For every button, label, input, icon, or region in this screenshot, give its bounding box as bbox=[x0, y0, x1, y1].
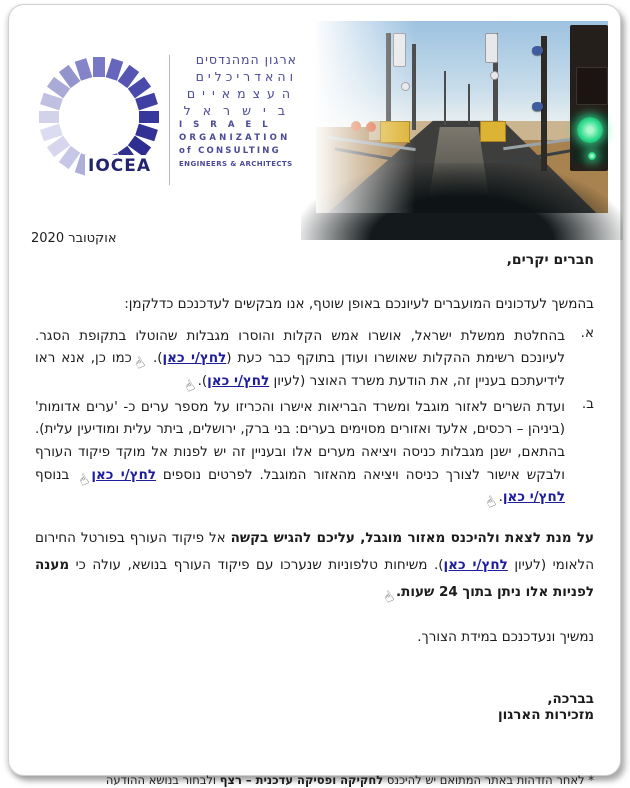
logo-hebrew-line: העצמאיים bbox=[186, 86, 297, 101]
item-text bbox=[35, 325, 566, 397]
logo-acronym: IOCEA bbox=[85, 155, 154, 177]
logo-english-line: ISRAEL bbox=[179, 120, 279, 130]
item-marker: א. bbox=[580, 324, 594, 341]
logo-english-line: ORGANIZATION bbox=[179, 133, 291, 143]
text-segment: לחקיקה ופסיקה עדכנית – רצף bbox=[219, 772, 384, 787]
click-here-link[interactable]: לחץ/י כאן bbox=[502, 489, 565, 506]
hand-cursor-icon: ☝ bbox=[131, 353, 148, 374]
click-here-link[interactable]: לחץ/י כאן bbox=[162, 350, 227, 367]
hand-cursor-icon: ☝ bbox=[482, 492, 500, 513]
text-segment: כמו כן, אנא ראו לידיעתכם בעניין זה, את הודעת משרד האוצר (לעיון bbox=[35, 350, 565, 390]
text-segment: ועדת השרים לאזור מוגבל ומשרד הבריאות אישרו והכריזו על מספר ערים כ- 'ערים אדומות' (ביניהן – רכסים, אלעד ואזורים מסוימים בערים: בני ברק, ירושלים, ביתר עלית ומודיעין עלית). בהתאם, ישנן מגבלות כניסה ויציאה מערים אלו ובעניין זה יש לפנות אל מוקד פיקוד העורף ולבקש אישור לצורך כניסה ויציאה מהאזור המוגבל. לפרטים נוספים bbox=[35, 398, 565, 483]
logo-ring-segment bbox=[139, 111, 159, 123]
item-text bbox=[35, 396, 565, 513]
logo-hebrew-line: ארגון המהנדסים bbox=[195, 52, 297, 67]
photo-haze bbox=[316, 21, 608, 213]
text-segment: ולבחור בנושא ההודעה bbox=[105, 772, 220, 787]
organization-logo bbox=[27, 49, 297, 199]
click-here-link[interactable]: לחץ/י כאן bbox=[207, 373, 270, 390]
list-item-b bbox=[35, 395, 594, 513]
logo-divider bbox=[169, 55, 170, 185]
logo-english-line: ENGINEERS & ARCHITECTS bbox=[179, 160, 293, 168]
text-segment: בהחלטת ממשלת ישראל, אושרו אמש הקלות והוסרו מגבלות שהוטלו בתקופת הסגר. לעיונכם רשימת ההקלות שאושרו ועודן בתוקף כבר כעת ( bbox=[35, 327, 566, 367]
text-segment: בנוסף bbox=[35, 466, 77, 483]
newsletter-card bbox=[8, 4, 621, 787]
hand-cursor-icon: ☝ bbox=[380, 586, 397, 608]
text-segment: ). bbox=[146, 350, 163, 367]
text-segment: על מנת לצאת ולהיכנס מאזור מוגבל, עליכם להגיש בקשה bbox=[230, 530, 594, 547]
footnote bbox=[35, 773, 594, 787]
greeting: חברים יקרים, bbox=[506, 252, 594, 268]
hand-cursor-icon: ☝ bbox=[181, 375, 199, 397]
update-list bbox=[35, 324, 594, 513]
letter-body bbox=[9, 231, 620, 787]
logo-ring-segment bbox=[93, 57, 105, 77]
text-segment: * לאחר הזדהות באתר המתואם יש להיכנס bbox=[383, 772, 594, 787]
signature: מזכירות הארגון bbox=[497, 706, 594, 723]
date-label: אוקטובר 2020 bbox=[31, 231, 117, 246]
text-segment: אל פיקוד העורף בפורטל החירום הלאומי (לעיון bbox=[35, 530, 595, 574]
logo-hebrew-line: בישראל bbox=[183, 103, 297, 118]
list-item-a bbox=[35, 324, 594, 397]
text-segment: ). משיחות טלפוניות שנערכו עם פיקוד העורף בנושא, עולה כי bbox=[69, 557, 444, 574]
logo-english-line: of CONSULTING bbox=[179, 146, 281, 156]
closing-paragraph: נמשיך ונעדכנכם במידת הצורך. bbox=[417, 629, 594, 646]
header bbox=[9, 5, 620, 217]
click-here-link[interactable]: לחץ/י כאן bbox=[443, 557, 508, 574]
item-marker: ב. bbox=[581, 395, 594, 412]
text-segment: . bbox=[498, 489, 503, 506]
request-paragraph bbox=[35, 525, 594, 606]
click-here-link[interactable]: לחץ/י כאן bbox=[91, 466, 157, 483]
intro-paragraph: בהמשך לעדכונים המועברים לעיונכם באופן שוטף, אנו מבקשים לעדכנכם כדלקמן: bbox=[124, 296, 594, 312]
toll-plaza-photo bbox=[316, 21, 608, 213]
logo-hebrew-line: והאדריכלים bbox=[195, 69, 297, 84]
logo-ring-segment bbox=[39, 111, 59, 123]
hand-cursor-icon: ☝ bbox=[75, 469, 93, 490]
signoff: בברכה, bbox=[547, 690, 594, 707]
text-segment: ). bbox=[197, 373, 208, 390]
text-segment: מענה לפניות אלו ניתן בתוך 24 שעות. bbox=[35, 557, 594, 601]
logo-text bbox=[179, 51, 297, 171]
